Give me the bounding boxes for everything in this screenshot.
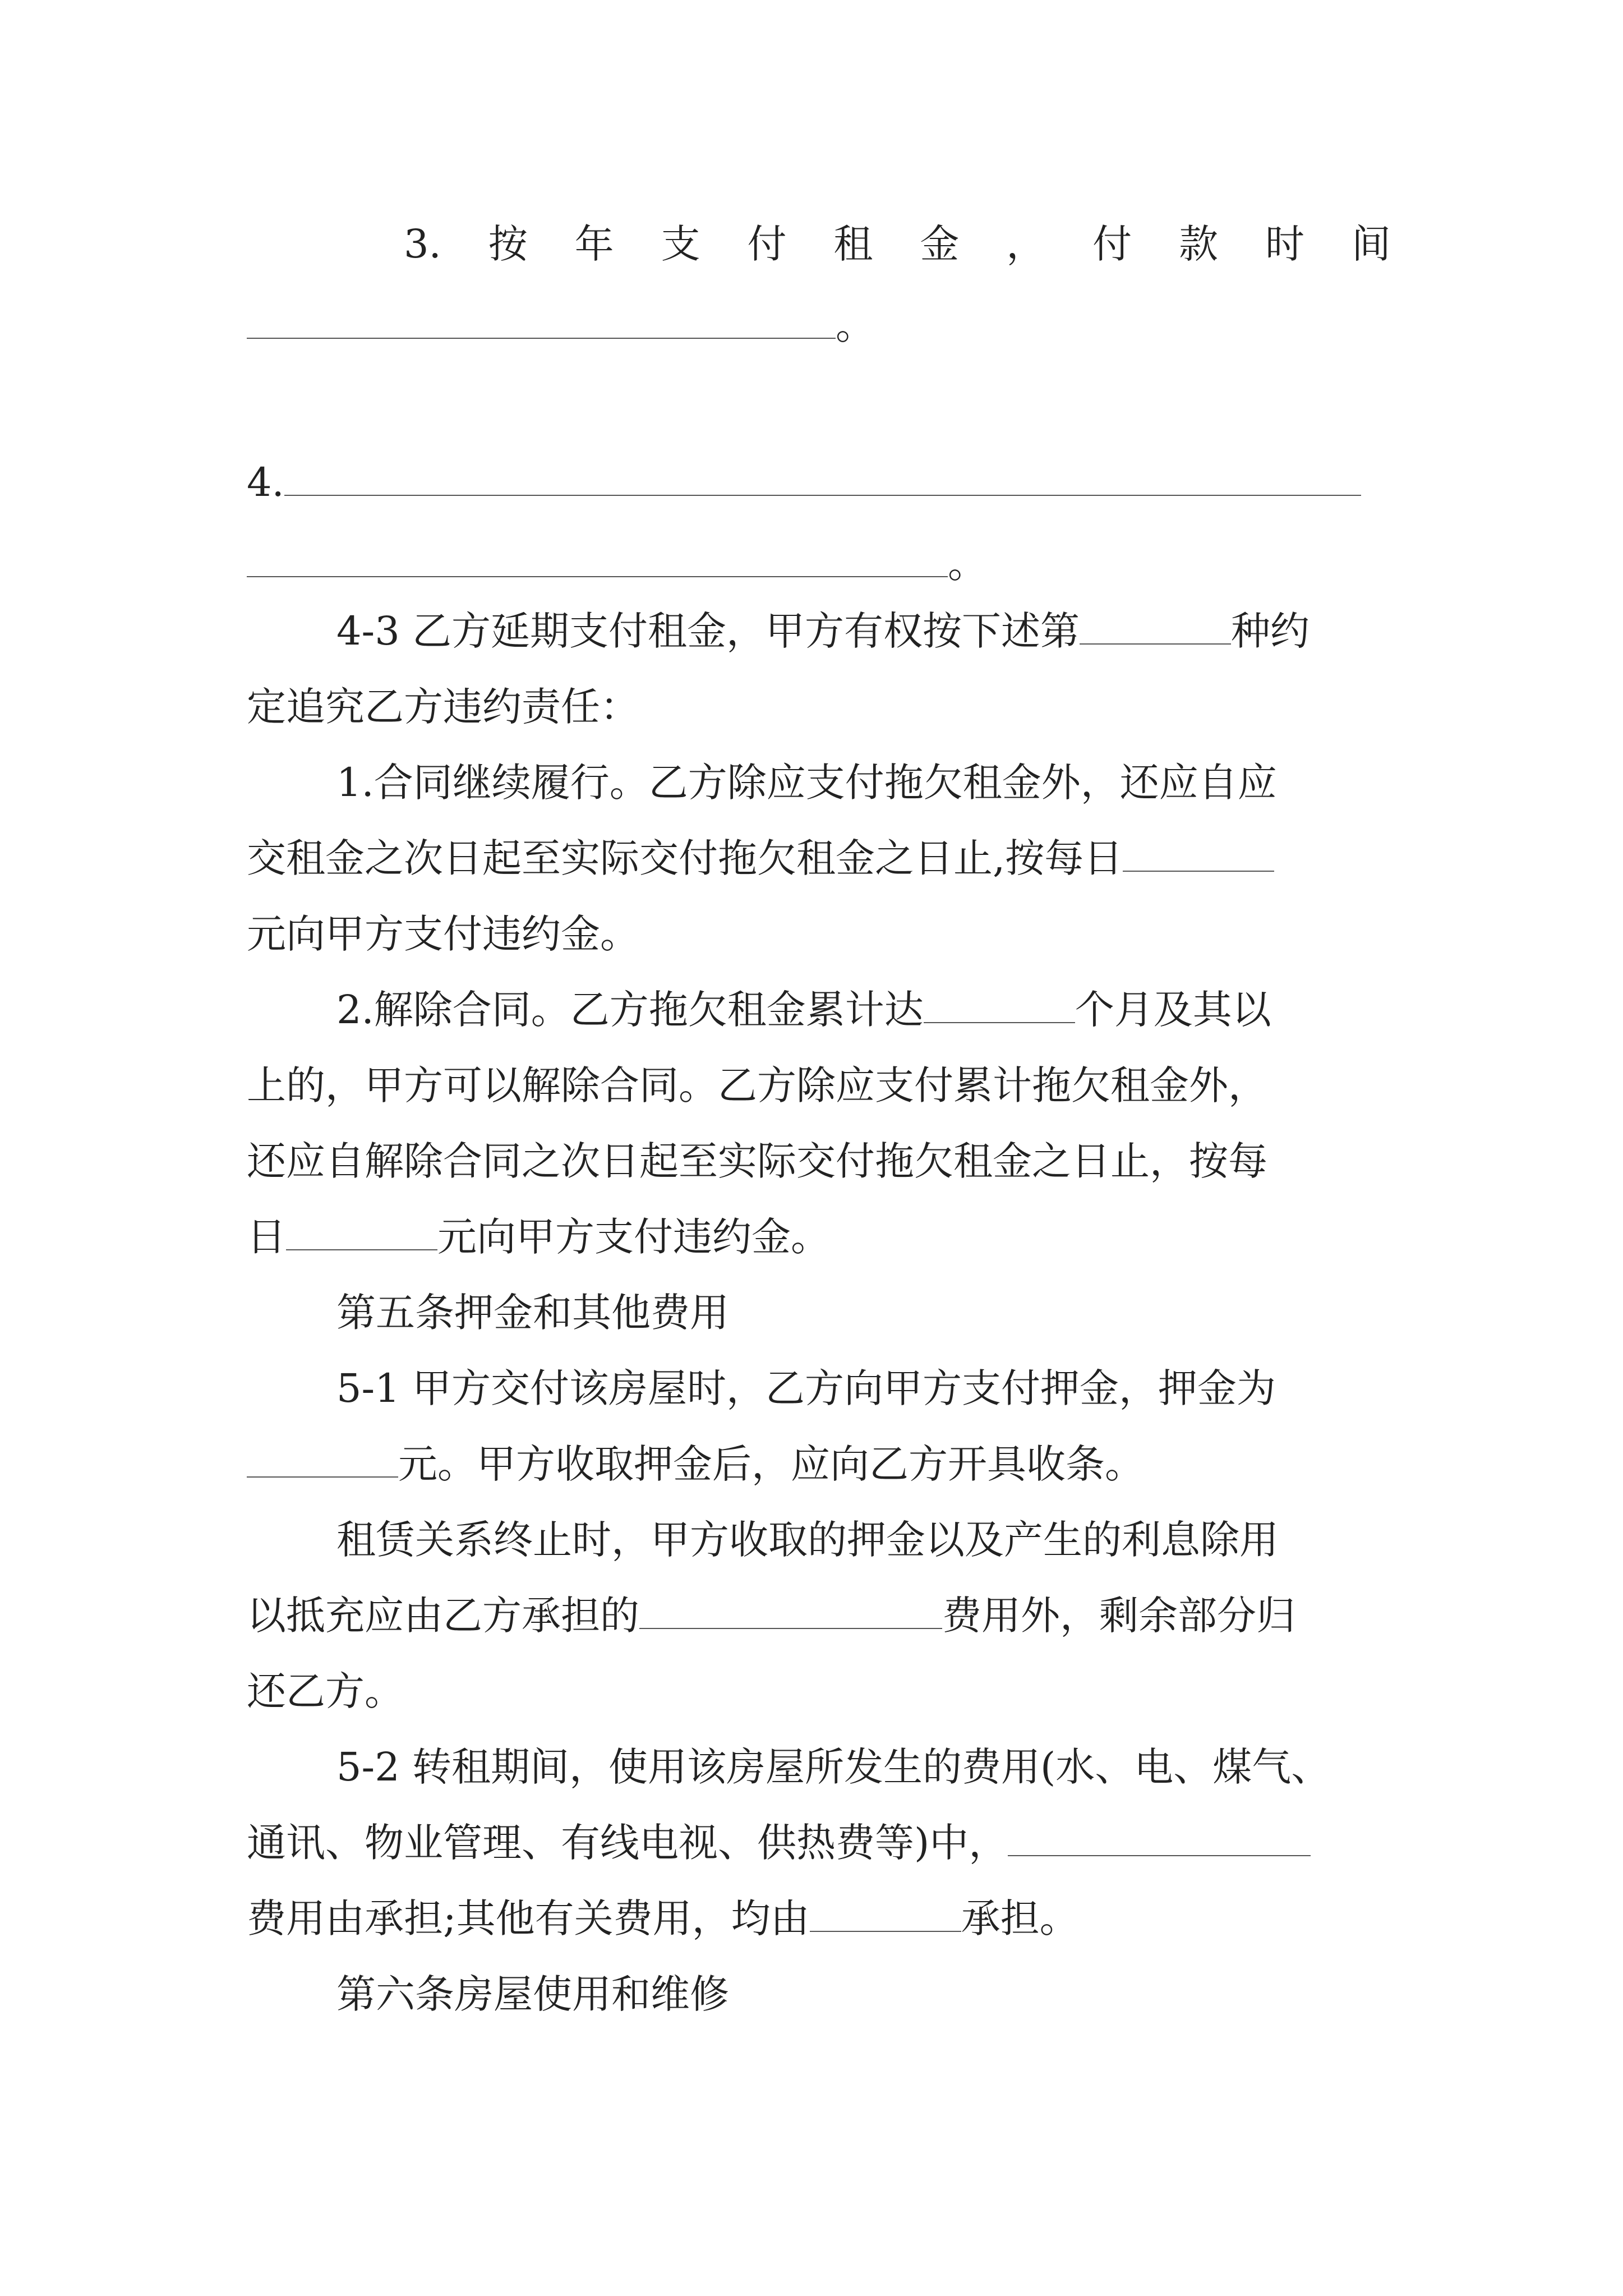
clause-5-2-line-1: 5-2 转租期间，使用该房屋所发生的费用(水、电、煤气、 <box>336 1744 1331 1790</box>
item-3-char: 付 <box>1092 221 1132 267</box>
fill-blank <box>810 1896 961 1932</box>
deposit-refund-line-2 <box>247 1588 1391 1644</box>
fill-blank <box>924 987 1075 1023</box>
item-3-char: 付 <box>747 221 787 267</box>
article-6-heading: 第六条房屋使用和维修 <box>336 1971 729 2017</box>
fill-blank <box>247 303 836 339</box>
item-3-blank-line <box>247 297 1391 353</box>
option-1-line-2 <box>247 830 1391 886</box>
item-3-number: 3. <box>404 221 441 267</box>
fill-blank <box>639 1593 942 1629</box>
fill-blank <box>247 1442 398 1478</box>
item-3-char: 支 <box>661 221 700 267</box>
clause-text: 个月及其以 <box>1075 987 1271 1033</box>
clause-text: 承担。 <box>961 1895 1079 1941</box>
clause-text: 2.解除合同。乙方拖欠租金累计达 <box>336 987 924 1033</box>
clause-text: 种约 <box>1230 608 1310 654</box>
fill-blank <box>1080 609 1231 645</box>
clause-text: 费用外，剩余部分归 <box>942 1593 1295 1639</box>
clause-5-2-line-2 <box>247 1815 1391 1871</box>
item-3-char: 租 <box>833 221 873 267</box>
item-3-char: 金 <box>920 221 960 267</box>
option-2-line-2: 上的，甲方可以解除合同。乙方除应支付累计拖欠租金外， <box>247 1062 1267 1108</box>
clause-text: 元。甲方收取押金后，应向乙方开具收条。 <box>398 1441 1144 1487</box>
item-4-tail: 。 <box>948 541 987 587</box>
clause-4-3-line-1 <box>336 603 1391 659</box>
item-3-char: 时 <box>1265 221 1305 267</box>
option-2-line-3: 还应自解除合同之次日起至实际交付拖欠租金之日止，按每 <box>247 1138 1267 1184</box>
item-3-tail: 。 <box>836 302 875 348</box>
clause-4-3-line-2: 定追究乙方违约责任： <box>247 684 639 730</box>
item-3-char: 按 <box>488 221 528 267</box>
clause-text: 以抵充应由乙方承担的 <box>247 1593 639 1639</box>
fill-blank <box>1123 836 1274 872</box>
article-5-heading: 第五条押金和其他费用 <box>336 1290 729 1336</box>
clause-5-2-line-3 <box>247 1890 1391 1947</box>
clause-text: 费用由承担;其他有关费用，均由 <box>247 1895 810 1941</box>
item-3-char: 年 <box>574 221 614 267</box>
option-2-line-1 <box>336 982 1391 1038</box>
item-4-line <box>247 454 1391 510</box>
item-3-char: 款 <box>1179 221 1219 267</box>
deposit-refund-line-1: 租赁关系终止时，甲方收取的押金以及产生的利息除用 <box>336 1517 1279 1563</box>
clause-5-1-line-1: 5-1 甲方交付该房屋时，乙方向甲方支付押金，押金为 <box>336 1365 1276 1411</box>
fill-blank <box>1008 1820 1311 1856</box>
clause-5-1-line-2 <box>247 1436 1391 1492</box>
fill-blank <box>286 1214 437 1250</box>
fill-blank <box>247 541 948 577</box>
item-3-line <box>404 216 1391 272</box>
item-4-blank-line <box>247 536 1391 592</box>
item-4-number: 4. <box>247 459 284 505</box>
option-1-line-3: 元向甲方支付违约金。 <box>247 911 639 957</box>
clause-text: 4-3 乙方延期支付租金，甲方有权按下述第 <box>336 608 1080 654</box>
option-1-line-1: 1.合同继续履行。乙方除应支付拖欠租金外，还应自应 <box>336 760 1277 806</box>
item-3-char: ， <box>1006 221 1046 267</box>
clause-text: 元向甲方支付违约金。 <box>437 1214 830 1260</box>
clause-text: 日 <box>247 1214 286 1260</box>
clause-text: 交租金之次日起至实际交付拖欠租金之日止,按每日 <box>247 835 1123 881</box>
fill-blank <box>284 460 1361 496</box>
item-3-char: 间 <box>1351 221 1391 267</box>
clause-text: 通讯、物业管理、有线电视、供热费等)中， <box>247 1820 1008 1866</box>
option-2-line-4 <box>247 1209 1391 1265</box>
deposit-refund-line-3: 还乙方。 <box>247 1668 404 1714</box>
